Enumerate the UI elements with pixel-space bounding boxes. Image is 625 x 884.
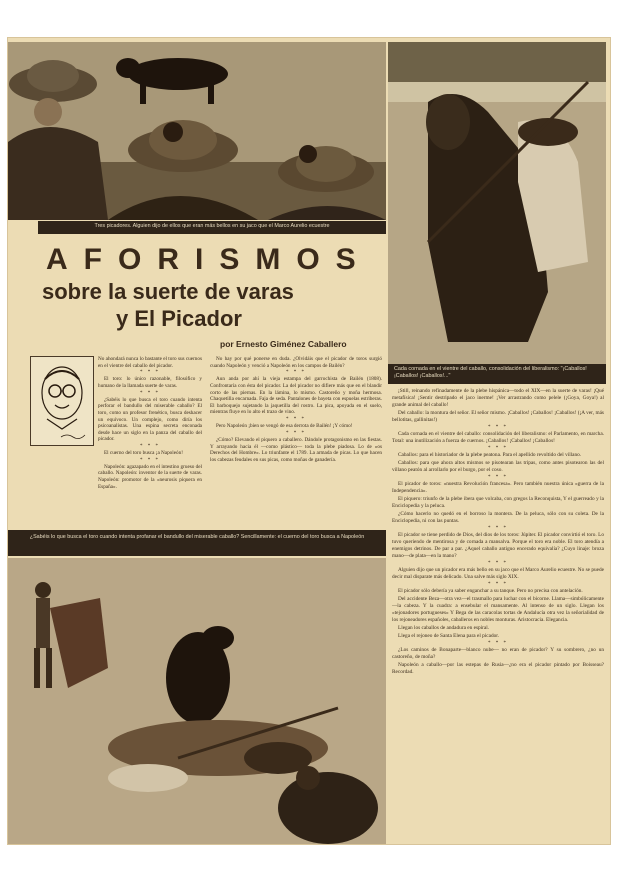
col3-paragraph: ¡Still, reinando refinadamente de la plebe hispánica—todo el XIX—en la suerte de varas! ¡Qué metafísica! ¡Sentir destripado el jaco inerme! ¡Ver arrastrando como pelele (¡Goya, Goya!) al grande animal del caballo! xyxy=(392,388,604,408)
article-subtitle-line2: y El Picador xyxy=(116,306,242,331)
col3-paragraph: Alguien dijo que un picador era más bello en su jaco que el Marco Aurelio ecuestre. No se puede decir mal disparate más delicado. Una salve más siglo XIX. xyxy=(392,566,604,580)
col2-paragraph: Aun anda por ahí la vieja estampa del garrochista de Bailén (1808). Confrontaría con ésta del picador. La del picador no difiere más que en el blandir corto de las piernas. En la lámina, lo mismo. Castoreño y moña hermosa. Chaquetilla encarnada. Faja de seda. Pantalones de bayeta con espuelas estriberas. El barboquejo sujetando la jaquetilla del rostro. La pica, apoyada en el suelo, mientras fluye en lo alto el trazo de vino. xyxy=(210,376,382,416)
three-picadores-photo xyxy=(8,42,386,220)
middle-caption: ¿Sabéis lo que busca el toro cuando intenta profanar el bandullo del miserable caballo? Sencillamente: el cuerno del toro busca a Napoleón xyxy=(8,530,386,556)
section-separator: * * * xyxy=(488,640,508,646)
col1-paragraph: El toro: lo único razonable, filosófico y humano de la llamada suerte de varas. xyxy=(98,376,202,389)
section-separator: * * * xyxy=(488,475,508,480)
picador-on-horse-photo xyxy=(388,42,606,364)
section-separator: * * * xyxy=(488,581,508,587)
magazine-page xyxy=(8,38,610,844)
col3-paragraph: El picador sólo debería ya saber enganchar a su tanque. Pero no precisa con antelación. xyxy=(398,587,583,594)
author-caricature xyxy=(30,356,94,446)
col3-paragraph: ¿Los caminos de Bonaparte—blanco nube— no eran de picador? Y su sombrero, ¿no un castoreño, de moña? xyxy=(392,646,604,660)
article-column-1 xyxy=(98,356,202,526)
section-separator: * * * xyxy=(140,390,160,396)
section-separator: * * * xyxy=(140,444,160,450)
caricature-drawing xyxy=(31,357,93,445)
bullring-illustration xyxy=(8,558,386,844)
horse-illustration xyxy=(388,42,606,364)
col3-paragraph: Caballos: para que ahora altos mismos se pisotearan las tripas, como antes pisotearon las del villano peatón al arrollarlo por el burgo, por el coso. xyxy=(392,460,604,473)
col1-paragraph: ¿Sabéis lo que busca el toro cuando intenta perforar el bandullo del miserable caballo? El toro, como un profesor frenético, busca deshacer un equívoco. Un complejo, como diría los psicoanalistas. Una espina secreta enconada desde hace un siglo en la panza del caballo del picador. xyxy=(98,396,202,443)
col3-paragraph: Napoleón a caballo—por las estepas de Rusia—¿no era el picador pintado por Boisseau? Recordad. xyxy=(392,661,604,675)
article-column-2 xyxy=(210,356,382,526)
col3-paragraph: El piquero: triunfo de la plebe ibera que volcaba, con gregos la Reconquista, Y el guerreado y la Enciclopedia y la peluca. xyxy=(392,496,604,509)
section-separator: * * * xyxy=(140,457,160,463)
right-photo-caption: Cada cornada en el vientre del caballo, consolidación del liberalismo: "¡Caballos! ¡Caballos! ¡Caballos!..." xyxy=(388,364,606,384)
col2-paragraph: ¿Cómo? Elevando el piquero a caballero. Dándole protagonismo en las fiestas. Y arrayando hacia él —como plástico— toda la plebe piadosa. Lo de «os Derechos del Hombre». Lo triunfante el 1789. La armada de picas. Lo que hacen los cabezas feudales en sus picas, como moñas de ganadería. xyxy=(210,436,382,463)
article-title: AFORISMOS xyxy=(46,243,372,276)
article-column-3 xyxy=(392,388,604,840)
col1-paragraph: No ahondará nunca lo bastante el toro sus cuernos en el vientre del caballo del picador. xyxy=(98,356,202,369)
col2-paragraph: Pero Napoleón ¡bien se vengó de esa derrota de Bailén! ¡Y cómo! xyxy=(216,423,353,430)
col3-paragraph: El picador se tiene perdido de Dios, del dios de los toros: Júpiter. El picador convirtió el toro. Lo tuvo queriendo de mentirosa y de cornada a mansalva. Porque el toro era noble. El toro atendía a enemigos detrinos. De par a par. ¿Aquel caballo antiguo encerado equivalía? ¿Cuyo linaje: broza mano—de plata—en la mano? xyxy=(392,532,604,559)
section-separator: * * * xyxy=(488,526,508,531)
section-separator: * * * xyxy=(488,445,508,451)
section-separator: * * * xyxy=(140,370,160,376)
section-separator: * * * xyxy=(488,560,508,566)
article-subtitle-line1: sobre la suerte de varas xyxy=(42,279,294,304)
col3-paragraph: ¿Cómo hacerlo no quedó en el borroso la montera. De la peluca, sólo con su coleta. De la Enciclopedia, ni con las puntas. xyxy=(392,511,604,524)
top-photo-caption: Tres picadores. Alguien dijo de ellos que eran más bellos en su jaco que el Marco Aurelio ecuestre xyxy=(38,221,386,234)
col3-paragraph: El picador de toros: «nuestra Revolución francesa». Pero también nuestra única «guerra de la Independencia». xyxy=(392,481,604,494)
col3-paragraph: Cada cornada en el vientre del caballo: consolidación del liberalismo: el Parlamento, en marcha. Total: una inutilización a fuerza de cuernos. ¡Caballos! ¡Caballos! ¡Caballos! xyxy=(392,430,604,444)
picadores-illustration xyxy=(8,42,386,220)
col3-paragraph: Llegan los caballos de andadura en espiral. xyxy=(398,624,490,631)
section-separator: * * * xyxy=(286,417,306,423)
fallen-picador-photo xyxy=(8,558,386,844)
col3-paragraph: Llega el rejoneo de Santa Elena para el picador. xyxy=(398,632,500,639)
section-separator: * * * xyxy=(286,370,306,376)
article-author: por Ernesto Giménez Caballero xyxy=(220,339,347,349)
col3-paragraph: Del caballo: la montura del señor. El señor mismo. ¡Caballos! ¡Caballos! ¡Caballos! (¡A ver, más bellotitas, gallinitas!) xyxy=(392,409,604,423)
section-separator: * * * xyxy=(488,424,508,430)
col2-paragraph: No hay por qué ponerse en duda. ¿Olvidáis que el picador de toros surgió cuando Napoleón y venció a Napoleón en los campos de Bailén? xyxy=(210,356,382,369)
col1-paragraph: El cuerno del toro busca ¡a Napoleón! xyxy=(104,450,183,457)
col3-paragraph: Del accidente Beza—otra vez—el trasmallo para luchar con el bicorne. Llama—simbólicamente—la cabeza. Y la cuadra: a ensebular el mansamente. Al intenso de un siglo. Llegan los «tejonadores portugueses» Y Bega de las caracolas tortas de Andalucía otra vez la señorialidad de los rejoneadores españoles, caballeros en nobles monturas. Aristocracia. Elegancia. xyxy=(392,595,604,623)
col1-paragraph: Napoleón: agazapado en el intestino grueso del caballo. Napoleón: inventor de la suerte de varas. Napoleón: promotor de la «neurosis piquera en España». xyxy=(98,463,202,490)
col3-paragraph: Caballos: para el historiador de la plebe peatona. Para el apellido revoltido del villano. xyxy=(398,451,582,458)
section-separator: * * * xyxy=(286,430,306,436)
